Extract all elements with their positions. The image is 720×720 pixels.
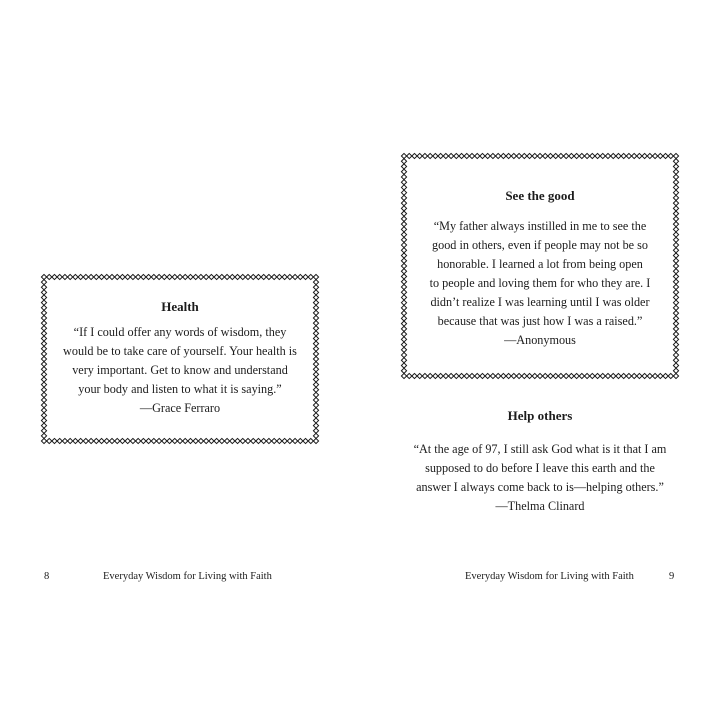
quote-line: good in others, even if people may not be so	[432, 238, 648, 252]
quote-line: because that was just how I was a raised.”	[437, 314, 643, 328]
page-number: 9	[669, 571, 675, 582]
quote-line: “At the age of 97, I still ask God what is it that I am	[413, 442, 667, 456]
help-others-quote	[380, 440, 700, 516]
quote-title: Health	[161, 299, 199, 314]
quote-line: would be to take care of yourself. Your health is	[63, 344, 297, 358]
quote-line: supposed to do before I leave this earth and the	[425, 461, 655, 475]
right-page	[360, 0, 720, 720]
health-quote-content	[52, 285, 308, 433]
quote-line: “If I could offer any words of wisdom, they	[73, 325, 287, 339]
running-head: Everyday Wisdom for Living with Faith	[465, 571, 634, 582]
health-quote-box	[40, 273, 320, 445]
quote-line: to people and loving them for who they are. I	[429, 276, 651, 290]
page-number: 8	[44, 571, 50, 582]
see-the-good-quote-content	[412, 164, 668, 368]
see-the-good-quote-box	[400, 152, 680, 380]
quote-line: honorable. I learned a lot from being open	[437, 257, 643, 271]
quote-attribution: —Thelma Clinard	[495, 499, 585, 513]
quote-attribution: —Anonymous	[504, 333, 576, 347]
quote-attribution: —Grace Ferraro	[139, 401, 221, 415]
quote-line: your body and listen to what it is saying.”	[78, 382, 282, 396]
quote-line: didn’t realize I was learning until I was older	[430, 295, 650, 309]
quote-line: “My father always instilled in me to see the	[433, 219, 647, 233]
quote-line: answer I always come back to is—helping others.”	[416, 480, 664, 494]
help-others-title: Help others	[507, 408, 573, 423]
running-head: Everyday Wisdom for Living with Faith	[103, 571, 272, 582]
quote-line: very important. Get to know and understand	[72, 363, 288, 377]
quote-title: See the good	[505, 188, 575, 203]
